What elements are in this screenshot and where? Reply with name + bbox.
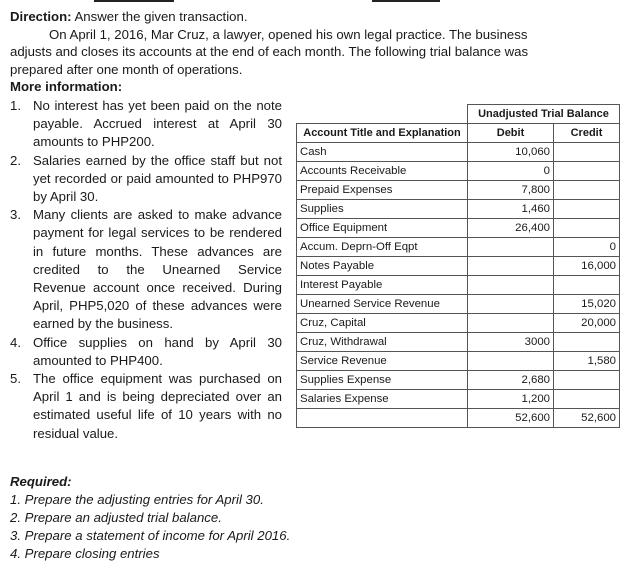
debit-cell: 1,460 (468, 200, 554, 219)
credit-cell (554, 143, 620, 162)
direction-label: Direction: (10, 9, 72, 24)
required-title: Required: (10, 474, 72, 489)
account-cell: Unearned Service Revenue (297, 295, 468, 314)
trial-balance-title: Unadjusted Trial Balance (468, 105, 620, 124)
account-cell: Notes Payable (297, 257, 468, 276)
debit-cell: 3000 (468, 333, 554, 352)
col-debit-header: Debit (468, 124, 554, 143)
info-list (10, 97, 282, 443)
account-cell: Cruz, Withdrawal (297, 333, 468, 352)
info-text: Office supplies on hand by April 30 amounted to PHP400. (33, 334, 282, 368)
credit-cell (554, 333, 620, 352)
blank-header (297, 105, 468, 124)
required-item: 1. Prepare the adjusting entries for April 30. (10, 492, 264, 507)
more-info-title: More information: (10, 79, 123, 94)
debit-cell (468, 314, 554, 333)
direction-line (10, 8, 620, 26)
credit-cell (554, 390, 620, 409)
required-item: 4. Prepare closing entries (10, 546, 160, 561)
credit-cell (554, 162, 620, 181)
info-num: 2. (10, 152, 21, 168)
table-row (297, 390, 620, 409)
debit-cell (468, 238, 554, 257)
account-cell: Interest Payable (297, 276, 468, 295)
total-credit-cell: 52,600 (554, 409, 620, 428)
debit-cell (468, 352, 554, 371)
table-row (297, 162, 620, 181)
debit-cell: 10,060 (468, 143, 554, 162)
info-item (10, 152, 282, 207)
credit-cell (554, 219, 620, 238)
credit-cell: 15,020 (554, 295, 620, 314)
table-row (297, 200, 620, 219)
credit-cell (554, 200, 620, 219)
intro-line-3: prepared after one month of operations. (10, 61, 243, 77)
table-row (297, 371, 620, 390)
account-cell: Cash (297, 143, 468, 162)
info-text: The office equipment was purchased on April 1 and is being depreciated over an estimated useful life of 10 years with no residual value. (33, 371, 282, 441)
account-cell: Prepaid Expenses (297, 181, 468, 200)
account-cell: Service Revenue (297, 352, 468, 371)
info-num: 5. (10, 371, 21, 387)
info-item (10, 370, 282, 443)
intro-line-1: On April 1, 2016, Mar Cruz, a lawyer, opened his own legal practice. The business (49, 26, 528, 42)
info-text: Salaries earned by the office staff but not yet recorded or paid amounted to PHP970 by April 30. (33, 152, 282, 205)
credit-cell: 16,000 (554, 257, 620, 276)
account-cell: Office Equipment (297, 219, 468, 238)
table-row (297, 257, 620, 276)
intro-line-2: adjusts and closes its accounts at the end of each month. The following trial balance was (10, 44, 529, 59)
total-debit-cell: 52,600 (468, 409, 554, 428)
account-cell: Accum. Deprn-Off Eqpt (297, 238, 468, 257)
direction-text: Answer the given transaction. (71, 9, 248, 24)
debit-cell: 1,200 (468, 390, 554, 409)
table-row (297, 295, 620, 314)
account-cell: Salaries Expense (297, 390, 468, 409)
info-item (10, 206, 282, 333)
debit-cell: 26,400 (468, 219, 554, 238)
required-item: 3. Prepare a statement of income for April 2016. (10, 528, 291, 543)
table-row (297, 181, 620, 200)
credit-cell (554, 276, 620, 295)
credit-cell: 0 (554, 238, 620, 257)
required-item: 2. Prepare an adjusted trial balance. (10, 510, 222, 525)
account-cell: Supplies Expense (297, 371, 468, 390)
account-cell: Supplies (297, 200, 468, 219)
info-item (10, 97, 282, 152)
debit-cell (468, 295, 554, 314)
col-account-header: Account Title and Explanation (297, 124, 468, 143)
info-num: 1. (10, 98, 21, 113)
account-cell: Accounts Receivable (297, 162, 468, 181)
col-credit-header: Credit (554, 124, 620, 143)
top-rule-left (94, 0, 174, 2)
info-text: No interest has yet been paid on the note payable. Accrued interest at April 30 amounts to PHP200. (33, 98, 282, 150)
top-rule-right (372, 0, 440, 2)
table-row (297, 276, 620, 295)
debit-cell (468, 257, 554, 276)
account-cell (297, 409, 468, 428)
table-row (297, 219, 620, 238)
info-text: Many clients are asked to make advance payment for legal services to be rendered in future months. These advances are credited to the Unearned Service Revenue account once received. During April, PHP5,020 of these advances were earned by the business. (33, 207, 282, 332)
info-num: 3. (10, 207, 21, 223)
credit-cell (554, 181, 620, 200)
credit-cell (554, 371, 620, 390)
debit-cell: 7,800 (468, 181, 554, 200)
table-row (297, 238, 620, 257)
account-cell: Cruz, Capital (297, 314, 468, 333)
intro-block (10, 8, 620, 96)
info-num: 4. (10, 334, 21, 350)
info-item (10, 334, 282, 370)
trial-balance-table (296, 104, 620, 428)
debit-cell (468, 276, 554, 295)
credit-cell: 1,580 (554, 352, 620, 371)
table-row (297, 352, 620, 371)
table-row (297, 333, 620, 352)
table-row (297, 314, 620, 333)
totals-row (297, 409, 620, 428)
credit-cell: 20,000 (554, 314, 620, 333)
debit-cell: 2,680 (468, 371, 554, 390)
required-block (10, 473, 290, 563)
debit-cell: 0 (468, 162, 554, 181)
table-row (297, 143, 620, 162)
